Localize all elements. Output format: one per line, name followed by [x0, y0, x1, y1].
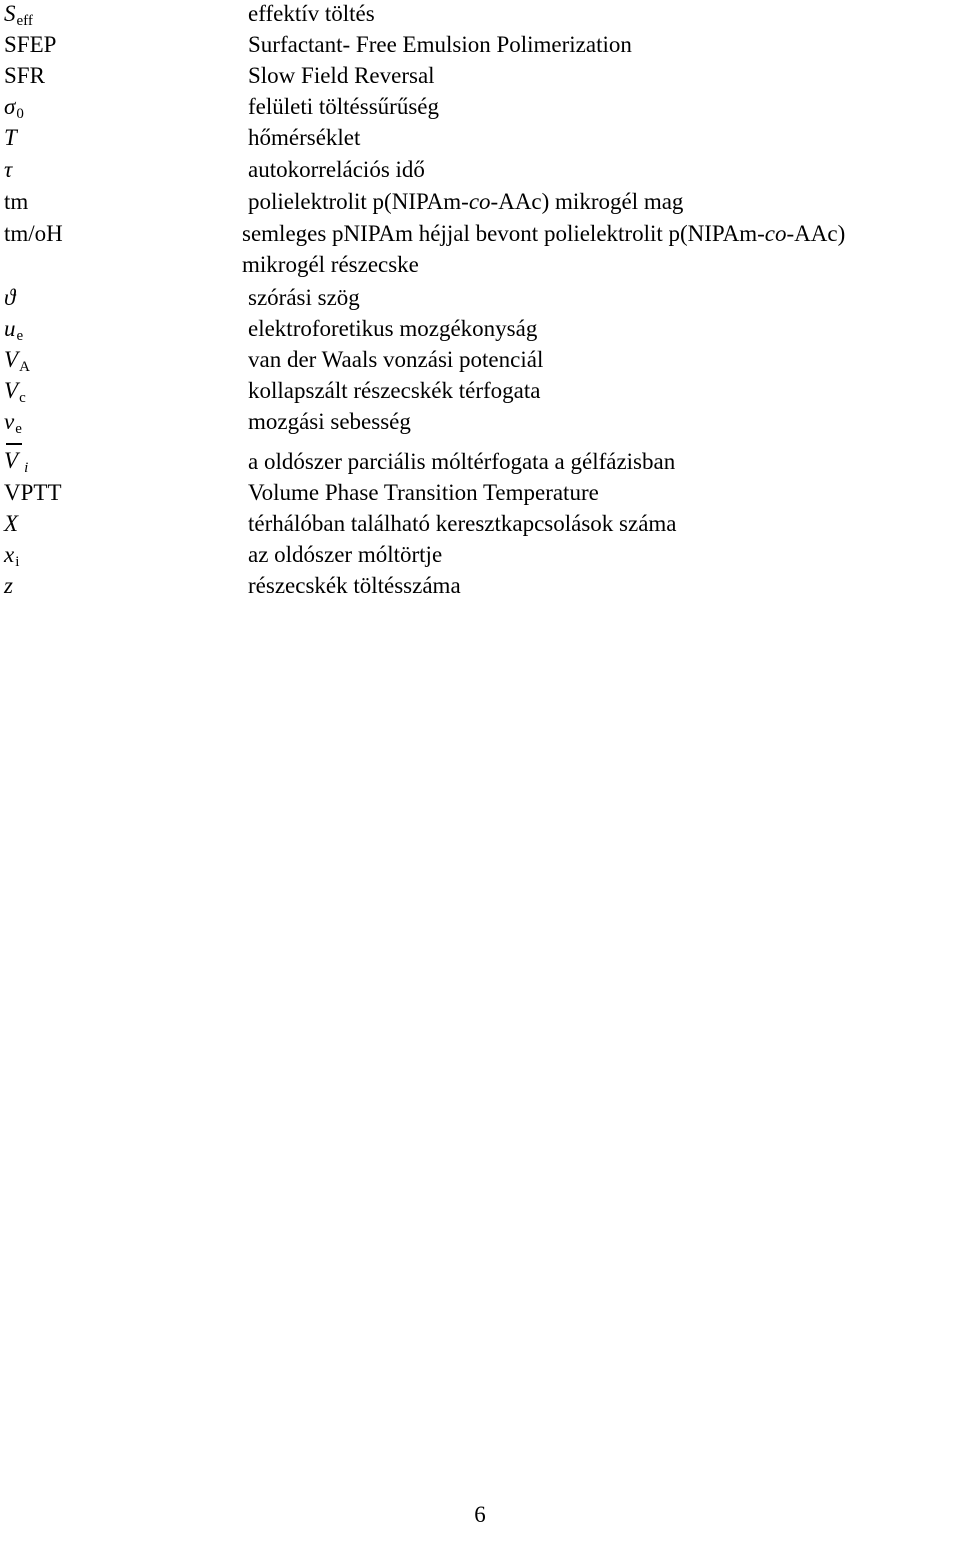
glossary-symbol-s-eff: Seff: [4, 1, 33, 29]
glossary-desc-t: hőmérséklet: [248, 125, 361, 150]
glossary-symbol-theta: ϑ: [4, 285, 16, 310]
glossary-symbol-u-e: ue: [4, 316, 24, 344]
glossary-desc-u-e: elektroforetikus mozgékonyság: [248, 316, 538, 341]
glossary-desc-x-cap: térhálóban található keresztkapcsolások száma: [248, 511, 677, 536]
glossary-symbol-tm-oh: tm/oH: [4, 221, 63, 246]
glossary-desc-sigma-0: felületi töltéssűrűség: [248, 94, 439, 119]
glossary-symbol-tau: τ: [4, 157, 13, 182]
glossary-desc-tm: polielektrolit p(NIPAm-co-AAc) mikrogél mag: [248, 189, 684, 214]
glossary-symbol-x-cap: X: [4, 511, 19, 536]
glossary-desc-s-eff: effektív töltés: [248, 1, 375, 26]
glossary-symbol-vptt: VPTT: [4, 480, 62, 505]
glossary-symbol-sfep: SFEP: [4, 32, 57, 57]
glossary-symbol-t: T: [4, 125, 17, 150]
glossary-symbol-sigma-0: σ0: [4, 94, 24, 122]
glossary-desc-vptt: Volume Phase Transition Temperature: [248, 480, 599, 505]
glossary-desc-v-bar-i: a oldószer parciális móltérfogata a gélfázisban: [248, 449, 676, 474]
glossary-symbol-tm: tm: [4, 189, 29, 214]
glossary-symbol-z: z: [4, 573, 13, 598]
glossary-desc-theta: szórási szög: [248, 285, 360, 310]
glossary-desc-v-a: van der Waals vonzási potenciál: [248, 347, 544, 372]
glossary-desc-tm-oh: semleges pNIPAm héjjal bevont polielektrolit p(NIPAm-co-AAc): [242, 221, 846, 246]
glossary-symbol-v-c: Vc: [4, 378, 26, 406]
glossary-desc-tau: autokorrelációs idő: [248, 157, 425, 182]
glossary-desc-v-c: kollapszált részecskék térfogata: [248, 378, 541, 403]
glossary-symbol-x-i: xi: [4, 542, 20, 570]
glossary-symbol-v-e: ve: [4, 409, 22, 437]
glossary-symbol-sfr: SFR: [4, 63, 45, 88]
glossary-symbol-v-a: VA: [4, 347, 30, 375]
glossary-symbol-v-bar-i: Vi: [4, 448, 29, 476]
glossary-desc-v-e: mozgási sebesség: [248, 409, 411, 434]
glossary-desc-tm-oh-line2: mikrogél részecske: [242, 252, 419, 277]
glossary-desc-x-i: az oldószer móltörtje: [248, 542, 443, 567]
page-number: 6: [474, 1502, 486, 1527]
glossary-desc-z: részecskék töltésszáma: [248, 573, 461, 598]
glossary-desc-sfep: Surfactant- Free Emulsion Polimerization: [248, 32, 632, 57]
overbar-mark: [6, 443, 22, 445]
glossary-desc-sfr: Slow Field Reversal: [248, 63, 435, 88]
